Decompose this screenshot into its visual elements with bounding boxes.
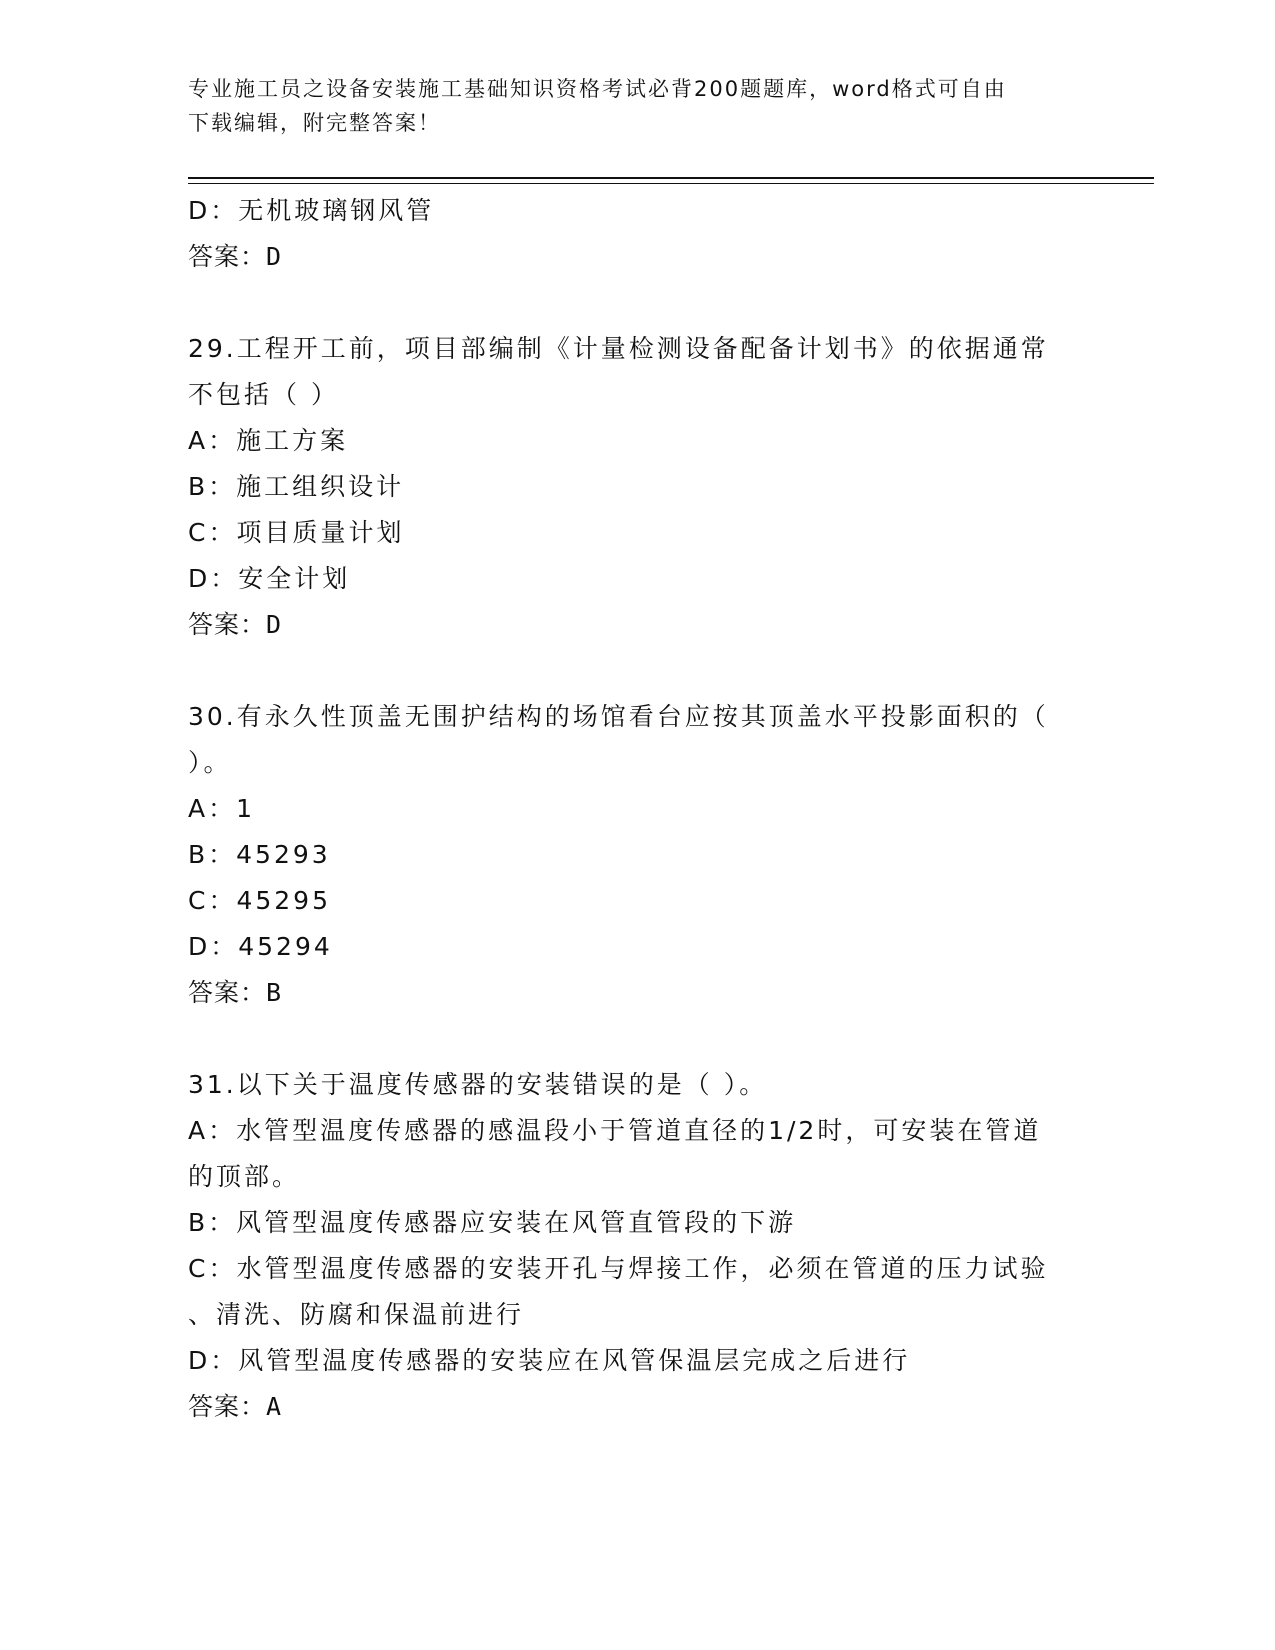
header-divider-thin — [188, 183, 1154, 184]
option-a: A：1 — [188, 794, 256, 823]
question-stem-line: 30.有永久性顶盖无围护结构的场馆看台应按其顶盖水平投影面积的（ — [188, 702, 1049, 731]
answer: 答案：B — [188, 978, 283, 1007]
option-d: D：45294 — [188, 932, 333, 961]
option-d: D：无机玻璃钢风管 — [188, 196, 435, 225]
question-stem-line: ）。 — [188, 748, 232, 777]
option-c-continuation: 、清洗、防腐和保温前进行 — [188, 1300, 525, 1329]
spacer — [188, 1016, 1088, 1062]
option-c: C：水管型温度传感器的安装开孔与焊接工作，必须在管道的压力试验 — [188, 1254, 1049, 1283]
question-stem-line: 29.工程开工前，项目部编制《计量检测设备配备计划书》的依据通常 — [188, 334, 1049, 363]
option-a: A：水管型温度传感器的感温段小于管道直径的1/2时，可安装在管道 — [188, 1116, 1042, 1145]
option-d: D：安全计划 — [188, 564, 351, 593]
option-b: B：45293 — [188, 840, 331, 869]
answer: 答案：A — [188, 1392, 283, 1421]
question-29 — [188, 326, 1088, 648]
header-title-line-2: 下载编辑，附完整答案！ — [188, 111, 441, 135]
option-b: B：施工组织设计 — [188, 472, 405, 501]
question-31 — [188, 1062, 1088, 1430]
header-title-line-1: 专业施工员之设备安装施工基础知识资格考试必背200题题库，word格式可自由 — [188, 77, 1007, 101]
option-d: D：风管型温度传感器的安装应在风管保温层完成之后进行 — [188, 1346, 911, 1375]
question-stem-line: 31.以下关于温度传感器的安装错误的是（ ）。 — [188, 1070, 768, 1099]
option-b: B：风管型温度传感器应安装在风管直管段的下游 — [188, 1208, 797, 1237]
option-c: C：45295 — [188, 886, 331, 915]
question-stem-line: 不包括（ ） — [188, 380, 339, 409]
option-a-continuation: 的顶部。 — [188, 1162, 301, 1191]
question-30 — [188, 694, 1088, 1016]
document-header — [188, 72, 1068, 140]
spacer — [188, 280, 1088, 326]
header-divider-thick — [188, 177, 1154, 179]
option-c: C：项目质量计划 — [188, 518, 405, 547]
answer: 答案：D — [188, 242, 283, 271]
question-28-continuation — [188, 188, 1088, 280]
spacer — [188, 648, 1088, 694]
option-a: A：施工方案 — [188, 426, 349, 455]
question-content — [188, 188, 1088, 1430]
answer: 答案：D — [188, 610, 283, 639]
